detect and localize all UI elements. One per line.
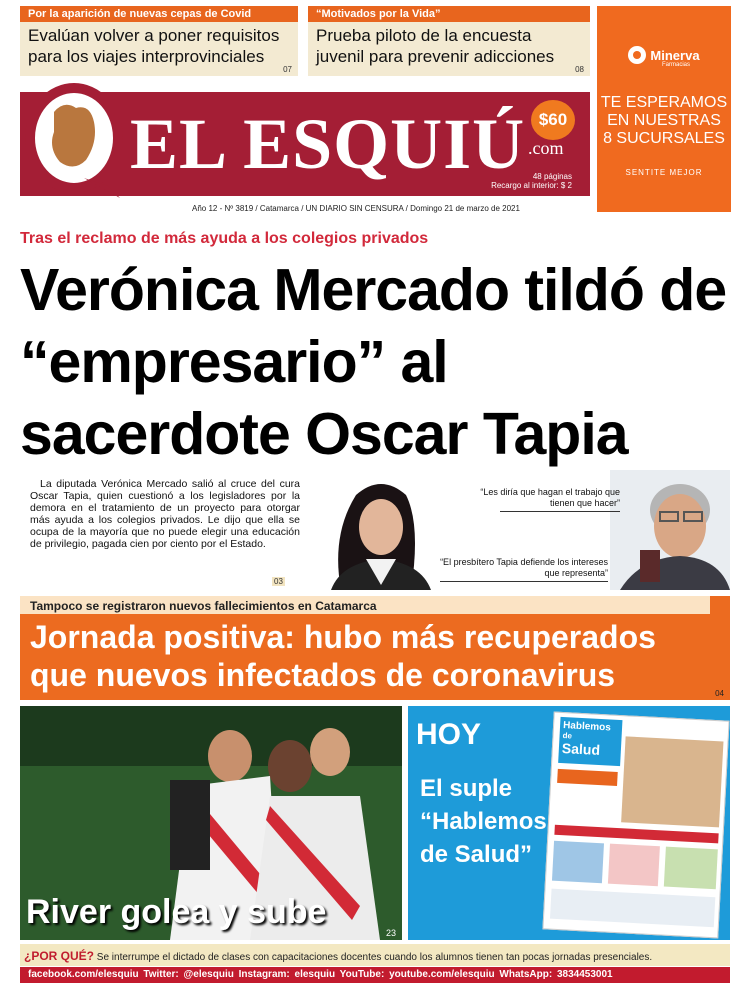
covid-story[interactable] <box>20 596 730 700</box>
magazine-thumb <box>552 841 604 884</box>
pharmacy-ad[interactable] <box>597 6 731 212</box>
ad-slogan: SENTITE MEJOR <box>625 168 703 177</box>
main-kicker: Tras el reclamo de más ayuda a los colegios privados <box>20 230 429 247</box>
ad-line-2: EN NUESTRAS <box>607 112 721 129</box>
ad-line-1: TE ESPERAMOS <box>600 94 728 111</box>
quote-text: “Les diría que hagan el trabajo que tienen que hacer” <box>480 487 620 508</box>
magazine-title-1: Hablemos <box>562 720 612 734</box>
magazine-thumb <box>664 847 718 890</box>
social-links[interactable]: facebook.com/elesquiu Twitter: @elesquiu Instagram: elesquiu YouTube: youtube.com/elesquiu WhatsApp: 3834453001 <box>20 967 730 983</box>
teaser-text: Evalúan volver a poner requisitos para los viajes interprovinciales <box>28 26 280 66</box>
pages-label: 48 páginas <box>532 172 572 181</box>
page-count <box>491 172 572 190</box>
ad-brand-sub: Farmacias <box>661 62 690 68</box>
magazine-footer <box>550 889 715 928</box>
hoy-label: HOY <box>416 718 482 751</box>
domain-suffix: .com <box>528 138 564 158</box>
supplement-line-1: El suple <box>420 775 513 802</box>
page-number: 08 <box>575 65 584 74</box>
page-number: 03 <box>274 577 283 586</box>
river-caption: River golea y sube <box>26 893 327 931</box>
quote-tapia <box>480 487 620 512</box>
por-que-strip <box>20 944 730 966</box>
supplement-line-3: de Salud” <box>420 841 533 868</box>
magazine-title-2: Salud <box>561 740 601 759</box>
ad-brand-name: Minerva <box>650 47 700 63</box>
por-que-text: Se interrumpe el dictado de clases con capacitaciones docentes cuando los alumnos tienen tan pocas jornadas presenciales. <box>96 952 653 963</box>
main-body: La diputada Verónica Mercado salió al cruce del cura Oscar Tapia, quien cuestionó a los legisladores por la demora en el tratamiento de un proyecto para otorgar más ayuda a los colegios privados. Le dijo que ella se ocupa de la mayoría que no puede elegir una educación de privilegio, pagada cien por ciento por el Estado. <box>30 478 300 550</box>
por-que-label: ¿POR QUÉ? <box>24 949 95 963</box>
magazine-thumb <box>608 844 660 887</box>
veronica-mercado-photo <box>311 475 446 590</box>
supplement-text <box>420 772 547 871</box>
covid-headline: Jornada positiva: hubo más recuperados que nuevos infectados de coronavirus <box>30 619 656 693</box>
oscar-tapia-photo <box>610 470 730 590</box>
teaser-kicker: “Motivados por la Vida” <box>308 6 590 22</box>
quote-rule <box>500 511 620 512</box>
q-logo-icon <box>24 82 124 202</box>
supplement-line-2: “Hablemos <box>420 808 547 835</box>
issue-info: Año 12 - Nº 3819 / Catamarca / UN DIARIO SIN CENSURA / Domingo 21 de marzo de 2021 <box>192 204 520 213</box>
page-number: 23 <box>385 928 396 938</box>
teaser-covid-travel[interactable] <box>20 6 298 76</box>
surcharge-label: Recargo al interior: $ 2 <box>491 181 572 190</box>
magazine-cover <box>542 712 729 939</box>
teaser-kicker: Por la aparición de nuevas cepas de Covid <box>20 6 298 22</box>
page-number: 04 <box>715 689 724 698</box>
teaser-youth-survey[interactable] <box>308 6 590 76</box>
newspaper-name: EL ESQUIÚ <box>130 104 526 184</box>
quote-rule <box>440 581 608 582</box>
river-story[interactable] <box>20 706 402 940</box>
ad-line-3: 8 SUCURSALES <box>603 130 725 147</box>
hoy-supplement[interactable] <box>408 706 730 940</box>
magazine-strip <box>554 825 718 844</box>
magazine-title-de: de <box>562 731 573 741</box>
quote-text: “El presbítero Tapia defiende los intereses que representa” <box>440 557 608 578</box>
covid-kicker: Tampoco se registraron nuevos fallecimientos en Catamarca <box>20 596 710 614</box>
main-headline[interactable]: Verónica Mercado tildó de “empresario” al sacerdote Oscar Tapia <box>20 257 727 467</box>
price-badge: $60 <box>531 100 575 140</box>
magazine-masthead <box>558 717 622 766</box>
teaser-text: Prueba piloto de la encuesta juvenil para prevenir adicciones <box>316 26 555 66</box>
magazine-banner <box>557 769 618 786</box>
magazine-photo <box>621 736 723 827</box>
page-number: 07 <box>283 65 292 74</box>
quote-mercado <box>440 557 608 582</box>
